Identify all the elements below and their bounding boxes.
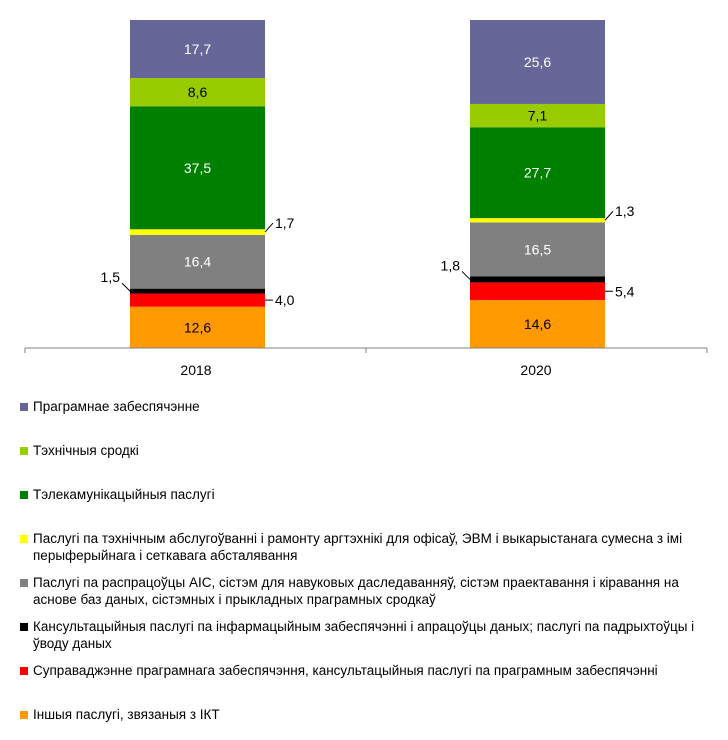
legend-label: Суправаджэнне праграмнага забеспячэння, кансультацыйныя паслугі па праграмным забеспячэнні [33,663,658,678]
legend-label: Паслугі па распрацоўцы АІС, сістэм для навуковых даследаванняў, сістэм праектавання і кіравання на аснове баз даных, сістэмных і прыкладных праграмных сродкаў [33,575,679,607]
leader-line-2-2018 [122,283,130,291]
legend-swatch [20,711,28,719]
data-label-3-2018: 16,4 [183,253,212,270]
data-label-2-2018: 1,5 [100,269,120,286]
legend-item-5 [20,618,710,652]
bar-segment-2-2020 [470,277,605,283]
legend-item-1 [20,442,710,459]
legend-item-3 [20,530,710,564]
legend-item-7 [20,706,710,723]
data-label-1-2020: 5,4 [615,283,635,300]
data-label-7-2020: 25,6 [523,53,552,70]
legend-swatch [20,535,28,543]
legend-item-2 [20,486,710,503]
x-tick-label-2018: 2018 [180,362,212,378]
legend-label: Іншыя паслугі, звязаныя з ІКТ [33,707,220,722]
bar-segment-4-2018 [130,229,265,235]
leader-line-2-2020 [462,271,470,279]
legend-swatch [20,403,28,411]
data-label-1-2018: 4,0 [275,292,295,309]
legend-item-0 [20,398,710,415]
legend-swatch [20,623,28,631]
data-label-6-2018: 8,6 [187,84,208,101]
data-label-6-2020: 7,1 [527,107,548,124]
bar-segment-1-2020 [470,282,605,300]
legend-swatch [20,579,28,587]
bar-segment-4-2020 [470,218,605,222]
data-label-5-2018: 37,5 [183,159,212,176]
legend-swatch [20,491,28,499]
legend-swatch [20,667,28,675]
data-label-3-2020: 16,5 [523,241,552,258]
data-label-5-2020: 27,7 [523,164,552,181]
data-label-4-2018: 1,7 [275,215,295,232]
legend-label: Кансультацыйныя паслугі па інфармацыйным забеспячэнні і апрацоўцы даных; паслугі па падрыхтоўцы і ўводу даных [33,619,695,651]
legend-label: Тэхнічныя сродкі [33,443,139,458]
data-label-2-2020: 1,8 [440,257,460,274]
leader-line-4-2018 [265,223,273,232]
legend-label: Паслугі па тэхнічным абслугоўванні і рамонту аргтэхнікі для офісаў, ЭВМ і выкарыстанага сумесна з імі перыферыйнага і сеткавага абсталявання [33,531,683,563]
legend-swatch [20,447,28,455]
bar-segment-2-2018 [130,289,265,294]
x-axis [25,348,707,378]
x-tick-label-2020: 2020 [520,362,552,378]
legend-item-6 [20,662,710,679]
leader-line-4-2020 [605,211,613,220]
data-label-4-2020: 1,3 [615,203,635,220]
legend-label: Праграмнае забеспячэнне [33,399,200,414]
legend-label: Тэлекамунікацыйныя паслугі [33,487,215,502]
data-label-7-2018: 17,7 [183,41,212,58]
bar-segment-1-2018 [130,294,265,307]
data-label-0-2020: 14,6 [523,316,552,333]
data-label-0-2018: 12,6 [183,319,212,336]
legend-item-4 [20,574,710,608]
